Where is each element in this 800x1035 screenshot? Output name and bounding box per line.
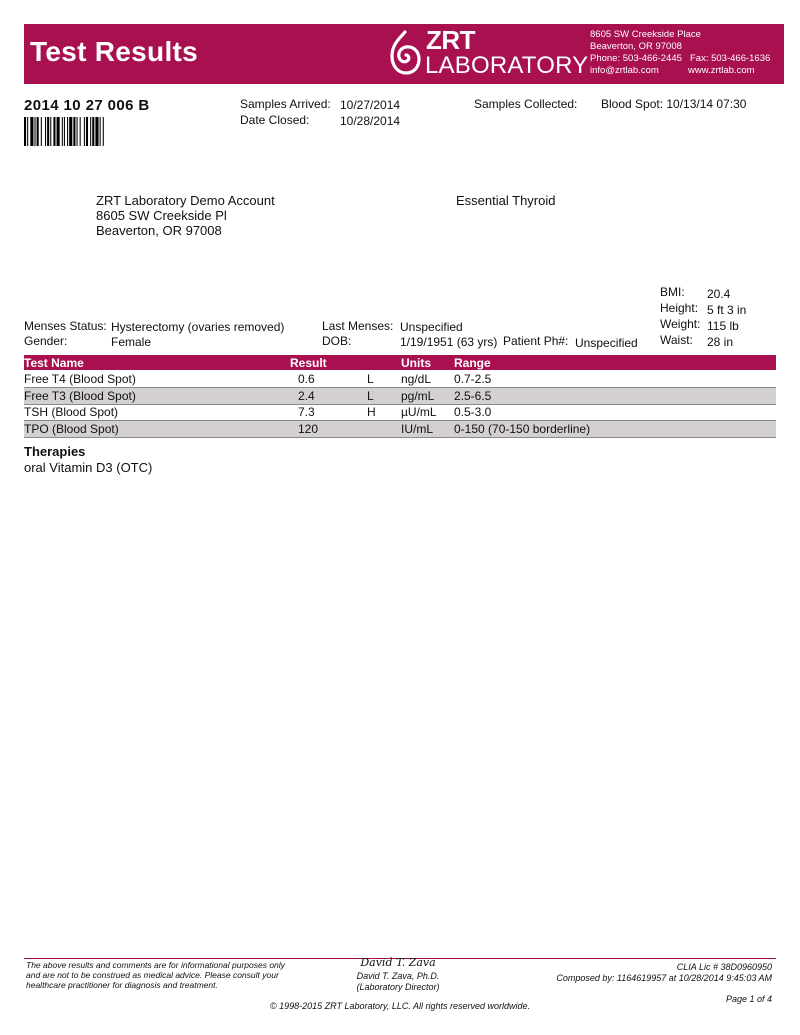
col-units: Units (401, 356, 431, 370)
director-signature: David T. Zava (360, 956, 436, 969)
account-city: Beaverton, OR 97008 (96, 223, 222, 238)
test-range: 0-150 (70-150 borderline) (454, 422, 591, 436)
height-label: Height: (660, 301, 699, 315)
copyright-text: © 1998-2015 ZRT Laboratory, LLC. All rights reserved worldwide. (269, 1001, 531, 1011)
page-number: Page 1 of 4 (725, 994, 772, 1004)
test-units: pg/mL (401, 389, 435, 403)
last-menses-label: Last Menses: (322, 319, 394, 333)
page-title: Test Results (30, 36, 199, 67)
waist-label: Waist: (660, 333, 693, 347)
test-flag: H (367, 405, 376, 419)
footer-right (556, 962, 772, 984)
gender-label: Gender: (24, 334, 68, 348)
menses-status-value: Hysterectomy (ovaries removed) (111, 320, 285, 334)
table-row (24, 371, 776, 387)
lab-address-line1: 8605 SW Creekside Place (590, 29, 701, 40)
test-result: 0.6 (298, 372, 315, 386)
waist-value: 28 in (707, 335, 734, 349)
col-result: Result (290, 356, 327, 370)
test-name: TPO (Blood Spot) (24, 422, 119, 436)
director-signature-block (328, 958, 468, 992)
lab-address-line2: Beaverton, OR 97008 (590, 41, 682, 52)
weight-label: Weight: (660, 317, 701, 331)
samples-arrived-value: 10/27/2014 (340, 98, 401, 112)
therapy-item: oral Vitamin D3 (OTC) (24, 460, 153, 475)
director-name: David T. Zava, Ph.D. (356, 971, 440, 981)
panel-name: Essential Thyroid (456, 193, 556, 208)
test-result: 120 (298, 422, 319, 436)
col-range: Range (454, 356, 491, 370)
dob-value: 1/19/1951 (63 yrs) (400, 335, 498, 349)
barcode-image (24, 117, 174, 146)
test-name: Free T3 (Blood Spot) (24, 389, 136, 403)
accession-number: 2014 10 27 006 B (24, 97, 150, 114)
test-units: ng/dL (401, 372, 432, 386)
table-row (24, 421, 776, 437)
patient-phone-label: Patient Ph#: (503, 334, 569, 348)
table-row (24, 388, 776, 404)
col-test-name: Test Name (24, 356, 84, 370)
bmi-value: 20.4 (707, 287, 731, 301)
samples-collected-label: Samples Collected: (474, 97, 578, 111)
test-name: Free T4 (Blood Spot) (24, 372, 136, 386)
test-name: TSH (Blood Spot) (24, 405, 119, 419)
last-menses-value: Unspecified (400, 320, 463, 334)
disclaimer-text: The above results and comments are for informational purposes only and are not to be construed as medical advice. Please consult your healthcare practitioner for diagnosis and treatment. (26, 960, 285, 990)
lab-fax: Fax: 503-466-1636 (690, 53, 771, 64)
account-name: ZRT Laboratory Demo Account (96, 193, 275, 208)
samples-arrived-label: Samples Arrived: (240, 97, 331, 111)
test-range: 0.7-2.5 (454, 372, 492, 386)
date-closed-label: Date Closed: (240, 113, 310, 127)
menses-status-label: Menses Status: (24, 319, 107, 333)
header-band (24, 24, 784, 84)
test-flag: L (367, 389, 374, 403)
date-closed-value: 10/28/2014 (340, 114, 401, 128)
test-units: µU/mL (401, 405, 437, 419)
zrt-swirl-logo-icon (388, 30, 422, 76)
test-range: 0.5-3.0 (454, 405, 492, 419)
therapies-heading: Therapies (24, 444, 86, 459)
patient-phone-value: Unspecified (575, 336, 638, 350)
height-value: 5 ft 3 in (707, 303, 747, 317)
lab-website: www.zrtlab.com (688, 65, 755, 76)
dob-label: DOB: (322, 334, 352, 348)
weight-value: 115 lb (707, 319, 739, 333)
results-table-header (24, 355, 776, 370)
test-units: IU/mL (401, 422, 434, 436)
test-flag: L (367, 372, 374, 386)
logo-wordmark-bottom: LABORATORY (425, 52, 589, 79)
logo-wordmark-top: ZRT (426, 25, 476, 55)
bmi-label: BMI: (660, 285, 685, 299)
table-row (24, 404, 776, 420)
composed-by: Composed by: 1164619957 at 10/28/2014 9:45:03 AM (556, 973, 772, 983)
director-title: (Laboratory Director) (356, 981, 440, 992)
gender-value: Female (111, 335, 152, 349)
samples-collected-value: Blood Spot: 10/13/14 07:30 (601, 97, 747, 111)
lab-phone: Phone: 503-466-2445 (590, 53, 682, 64)
test-range: 2.5-6.5 (454, 389, 492, 403)
test-result: 2.4 (298, 389, 315, 403)
lab-email: info@zrtlab.com (590, 65, 659, 76)
test-result: 7.3 (298, 405, 315, 419)
account-street: 8605 SW Creekside Pl (96, 208, 227, 223)
clia-license: CLIA Lic # 38D0960950 (676, 962, 772, 972)
row-divider (24, 437, 776, 438)
